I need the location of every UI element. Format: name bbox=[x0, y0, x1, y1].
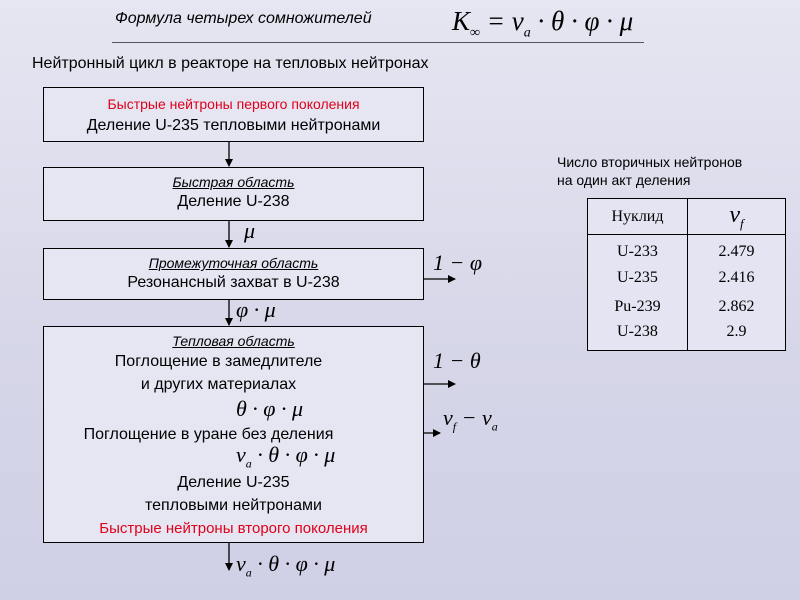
intermediate-region-title: Промежуточная область bbox=[148, 255, 319, 271]
nua-sub: a bbox=[245, 456, 252, 471]
cell-nuclide: U-238 bbox=[617, 322, 658, 340]
fast-region-line: Деление U-238 bbox=[177, 193, 290, 210]
cell-value: 2.862 bbox=[688, 293, 786, 322]
nua-out-tail: · θ · φ · μ bbox=[251, 551, 336, 576]
symbol-one-minus-theta: 1 − θ bbox=[433, 348, 481, 373]
intermediate-region-line: Резонансный захват в U-238 bbox=[127, 274, 340, 291]
table-row bbox=[588, 235, 786, 264]
formula-rhs: = ν bbox=[486, 6, 524, 36]
formula-k-sub: ∞ bbox=[470, 25, 480, 41]
table-caption bbox=[557, 153, 742, 189]
thermal-line-moderator: Поглощение в замедлителе bbox=[114, 353, 323, 370]
nuf-minus: − ν bbox=[456, 405, 492, 430]
symbol-one-minus-phi: 1 − φ bbox=[433, 250, 483, 275]
cell-value: 2.416 bbox=[688, 264, 786, 293]
formula-tail: · θ · φ · μ bbox=[530, 6, 634, 36]
cell-nuclide: U-233 bbox=[617, 243, 658, 261]
cell-nuclide: Pu-239 bbox=[614, 298, 661, 315]
symbol-nua-theta-phi-mu-output bbox=[236, 551, 335, 580]
nua-tail: · θ · φ · μ bbox=[251, 442, 336, 467]
nuf-symbol: ν bbox=[443, 405, 453, 430]
box-thermal-region bbox=[43, 326, 424, 543]
table-caption-line2: на один акт деления bbox=[557, 172, 691, 188]
formula-title: Формула четырех сомножителей bbox=[115, 10, 372, 27]
box-intermediate-region bbox=[43, 248, 424, 300]
table-header-row bbox=[588, 199, 786, 235]
box-fast-region bbox=[43, 167, 424, 221]
thermal-line-materials: и других материалах bbox=[140, 376, 297, 393]
symbol-mu: μ bbox=[244, 218, 256, 243]
thermal-region-title: Тепловая область bbox=[172, 333, 295, 349]
symbol-nuf-minus-nua bbox=[443, 405, 498, 434]
header-nu-symbol: ν bbox=[729, 201, 741, 228]
box-first-generation bbox=[43, 87, 424, 142]
table-caption-line1: Число вторичных нейтронов bbox=[557, 154, 743, 170]
secondary-neutrons-table bbox=[587, 198, 786, 351]
first-gen-line2: Деление U-235 тепловыми нейтронами bbox=[86, 117, 381, 134]
fast-region-title: Быстрая область bbox=[172, 174, 295, 190]
nuf-sub: f bbox=[452, 419, 457, 434]
thermal-line-second-generation: Быстрые нейтроны второго поколения bbox=[99, 520, 368, 537]
nua-out-symbol: ν bbox=[236, 551, 246, 576]
header-nuclide: Нуклид bbox=[588, 199, 688, 235]
symbol-theta-phi-mu: θ · φ · μ bbox=[236, 396, 304, 421]
table-row bbox=[588, 322, 786, 351]
thermal-line-thermal-neutrons: тепловыми нейтронами bbox=[145, 497, 322, 514]
symbol-nua-theta-phi-mu bbox=[236, 442, 335, 471]
formula-rhs-sub: a bbox=[523, 25, 531, 41]
nua-out-sub: a bbox=[245, 565, 252, 580]
table-row bbox=[588, 293, 786, 322]
thermal-line-fission: Деление U-235 bbox=[177, 474, 290, 491]
header-nu-sub: f bbox=[740, 215, 744, 231]
nuf-minus-sub: a bbox=[491, 419, 498, 434]
thermal-line-uranium-absorption: Поглощение в уране без деления bbox=[83, 426, 334, 443]
first-gen-line1: Быстрые нейтроны первого поколения bbox=[107, 96, 360, 112]
header-nu-f bbox=[688, 199, 786, 235]
cell-value: 2.479 bbox=[688, 235, 786, 264]
cell-nuclide: U-235 bbox=[617, 269, 658, 286]
diagram-subtitle: Нейтронный цикл в реакторе на тепловых нейтронах bbox=[32, 55, 429, 72]
formula-k: K bbox=[452, 6, 471, 36]
table-row bbox=[588, 264, 786, 293]
nua-symbol: ν bbox=[236, 442, 246, 467]
cell-value: 2.9 bbox=[688, 322, 786, 351]
symbol-phi-mu: φ · μ bbox=[236, 297, 276, 322]
